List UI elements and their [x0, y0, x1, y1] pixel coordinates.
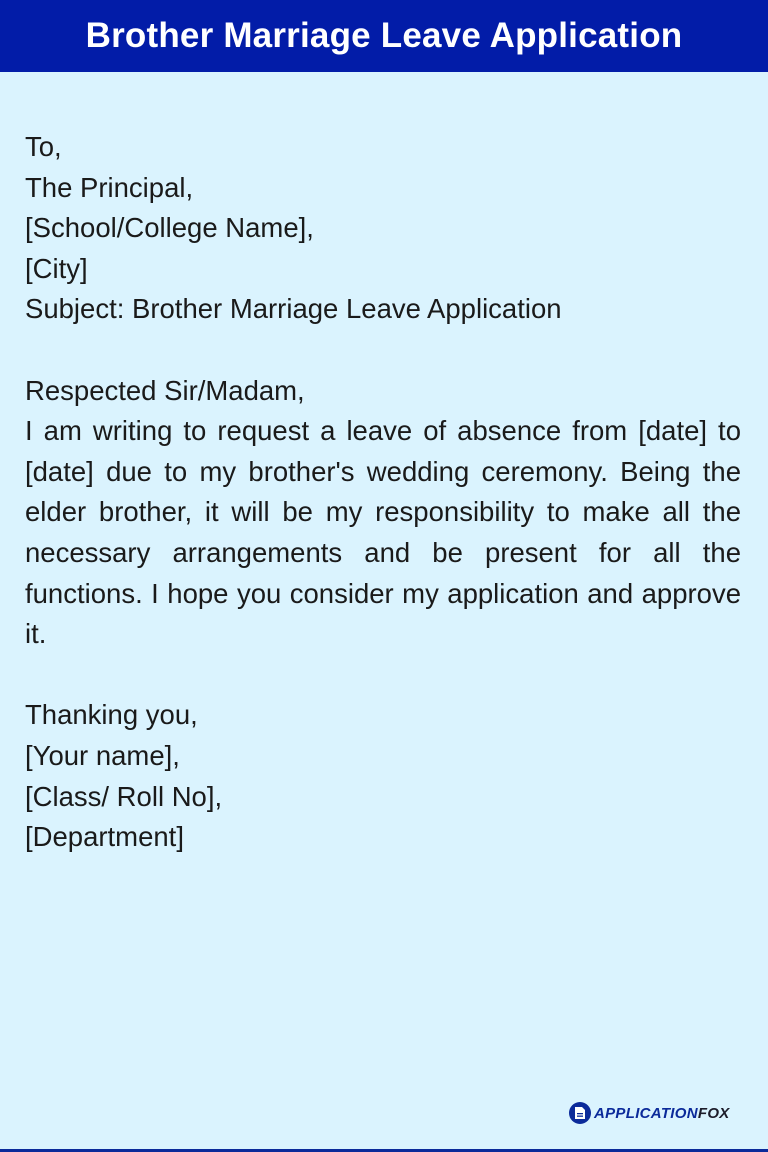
letter-body — [25, 127, 741, 858]
subject-line: Subject: Brother Marriage Leave Application — [25, 293, 562, 325]
applicationfox-logo — [569, 1102, 730, 1124]
logo-text: APPLICATIONFOX — [594, 1104, 730, 1122]
address-line: The Principal, — [25, 171, 194, 203]
closing-line: [Department] — [25, 821, 184, 853]
spacer — [25, 330, 741, 371]
body-paragraph: I am writing to request a leave of absence from [date] to [date] due to my brother's wedding ceremony. Being the elder brother, it will be my responsibility to make all the necessary arrangements and be present for all the functions. I hope you consider my application and approve it. — [25, 415, 741, 650]
closing-line: [Class/ Roll No], — [25, 780, 223, 812]
address-line: [School/College Name], — [25, 212, 314, 244]
header-banner — [0, 0, 768, 72]
address-line: [City] — [25, 252, 88, 284]
salutation: Respected Sir/Madam, — [25, 374, 305, 406]
spacer — [25, 655, 741, 696]
closing-line: [Your name], — [25, 739, 180, 771]
page-title: Brother Marriage Leave Application — [85, 16, 683, 55]
address-line: To, — [25, 131, 62, 162]
closing-line: Thanking you, — [25, 699, 198, 731]
document-icon — [569, 1102, 591, 1124]
